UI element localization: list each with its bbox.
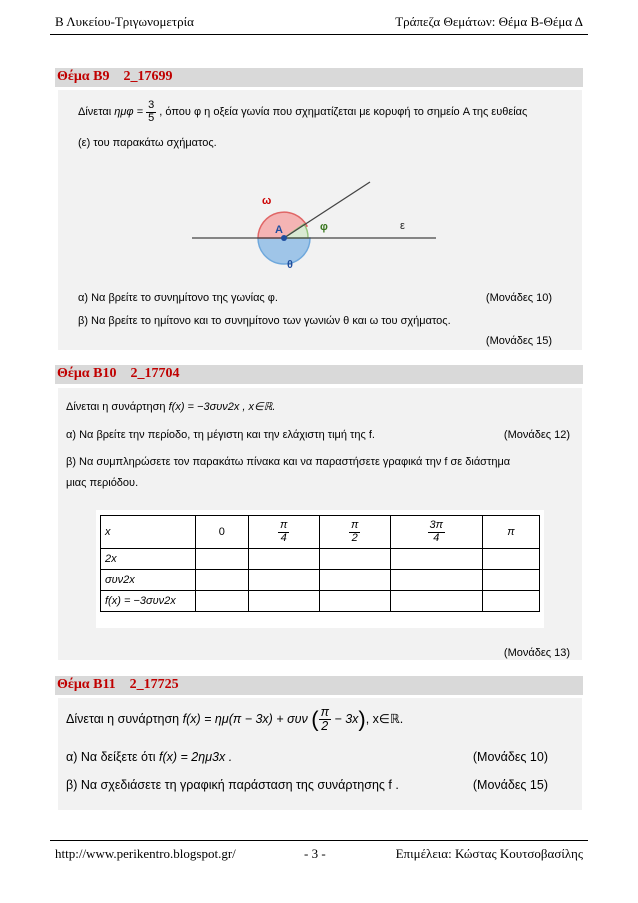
table-cell[interactable] [482,570,539,591]
paren-open: ( [311,706,319,732]
row-label: f(x) = −3συν2x [101,591,196,612]
table-cell[interactable] [248,591,319,612]
b9-intro-line2: (ε) του παρακάτω σχήματος. [78,137,217,149]
row-label: συν2x [101,570,196,591]
table-cell[interactable] [196,549,249,570]
b9-angle-figure [180,180,450,280]
b10-question-b-line2: μιας περιόδου. [66,477,139,489]
b10-question-a: α) Να βρείτε την περίοδο, τη μέγιστη και την ελάχιστη τιμή της f. [66,429,375,441]
table-cell[interactable] [482,591,539,612]
header-left: Β Λυκείου-Τριγωνομετρία [55,14,194,29]
table-cell[interactable] [390,570,482,591]
table-row [101,549,540,570]
table-row [101,570,540,591]
b10-table-points: (Μονάδες 13) [503,647,570,659]
b11-question-a-points: (Μονάδες 10) [472,750,548,764]
table-header: $\frac{\pi}{2}$ [319,516,390,549]
footer-editor: Επιμέλεια: Κώστας Κουτσοβασίλης [395,846,583,861]
b10-intro: Δίνεται η συνάρτηση f(x) = −3συν2x , x∈ℝ. [66,401,276,413]
b9-question-a-points: (Μονάδες 10) [485,292,552,304]
table-cell[interactable] [319,549,390,570]
row-label: 2x [101,549,196,570]
b11-question-a: α) Να δείξετε ότι f(x) = 2ημ3x . [66,750,233,764]
table-cell[interactable] [248,570,319,591]
b9-intro: Δίνεται ημφ = $\frac{3}{5}$ , όπου φ η οξεία γωνία που σχηματίζεται με κορυφή το σημείο A της ευθείας [78,99,528,124]
b9-question-b-points: (Μονάδες 15) [485,335,552,347]
label-epsilon: ε [400,220,405,232]
b9-question-a: α) Να βρείτε το συνημίτονο της γωνίας φ. [78,292,278,304]
header-right: Τράπεζα Θεμάτων: Θέμα Β-Θέμα Δ [395,14,583,29]
b11-question-b: β) Να σχεδιάσετε τη γραφική παράσταση της συνάρτησης f . [66,778,399,792]
theta-angle-arc [258,238,310,264]
table-cell[interactable] [248,549,319,570]
table-corner: x [101,516,196,549]
b11-intro: Δίνεται η συνάρτηση f(x) = ημ(π − 3x) + συν ( $\frac{\pi}{2}$ − 3x), x∈ℝ. [66,705,404,734]
b11-question-b-points: (Μονάδες 15) [472,778,548,792]
section-title-b9: Θέμα Β9 2_17699 [55,68,583,87]
table-cell[interactable] [319,570,390,591]
table-cell[interactable] [482,549,539,570]
paren-close: ) [358,706,366,732]
label-theta: θ [287,259,293,271]
table-header: $\frac{3\pi}{4}$ [390,516,482,549]
table-cell[interactable] [390,549,482,570]
label-phi: φ [320,221,328,233]
page-number: - 3 - [304,846,326,861]
table-row [101,591,540,612]
footer-rule [50,840,588,841]
label-a: A [275,224,283,236]
section-title-b10: Θέμα Β10 2_17704 [55,365,583,384]
b10-question-a-points: (Μονάδες 12) [503,429,570,441]
table-cell[interactable] [390,591,482,612]
header-rule [50,34,588,35]
table-cell[interactable] [319,591,390,612]
b9-question-b: β) Να βρείτε το ημίτονο και το συνημίτονο των γωνιών θ και ω του σχήματος. [78,315,451,327]
table-cell[interactable] [196,591,249,612]
table-header: π [482,516,539,549]
section-title-b11: Θέμα Β11 2_17725 [55,676,583,695]
table-header: 0 [196,516,249,549]
table-header: $\frac{\pi}{4}$ [248,516,319,549]
b10-question-b: β) Να συμπληρώσετε τον παρακάτω πίνακα και να παραστήσετε γραφικά την f σε διάστημα [66,456,511,468]
values-table [100,515,540,612]
label-omega: ω [262,195,272,207]
table-cell[interactable] [196,570,249,591]
footer-url[interactable]: http://www.perikentro.blogspot.gr/ [55,846,236,861]
